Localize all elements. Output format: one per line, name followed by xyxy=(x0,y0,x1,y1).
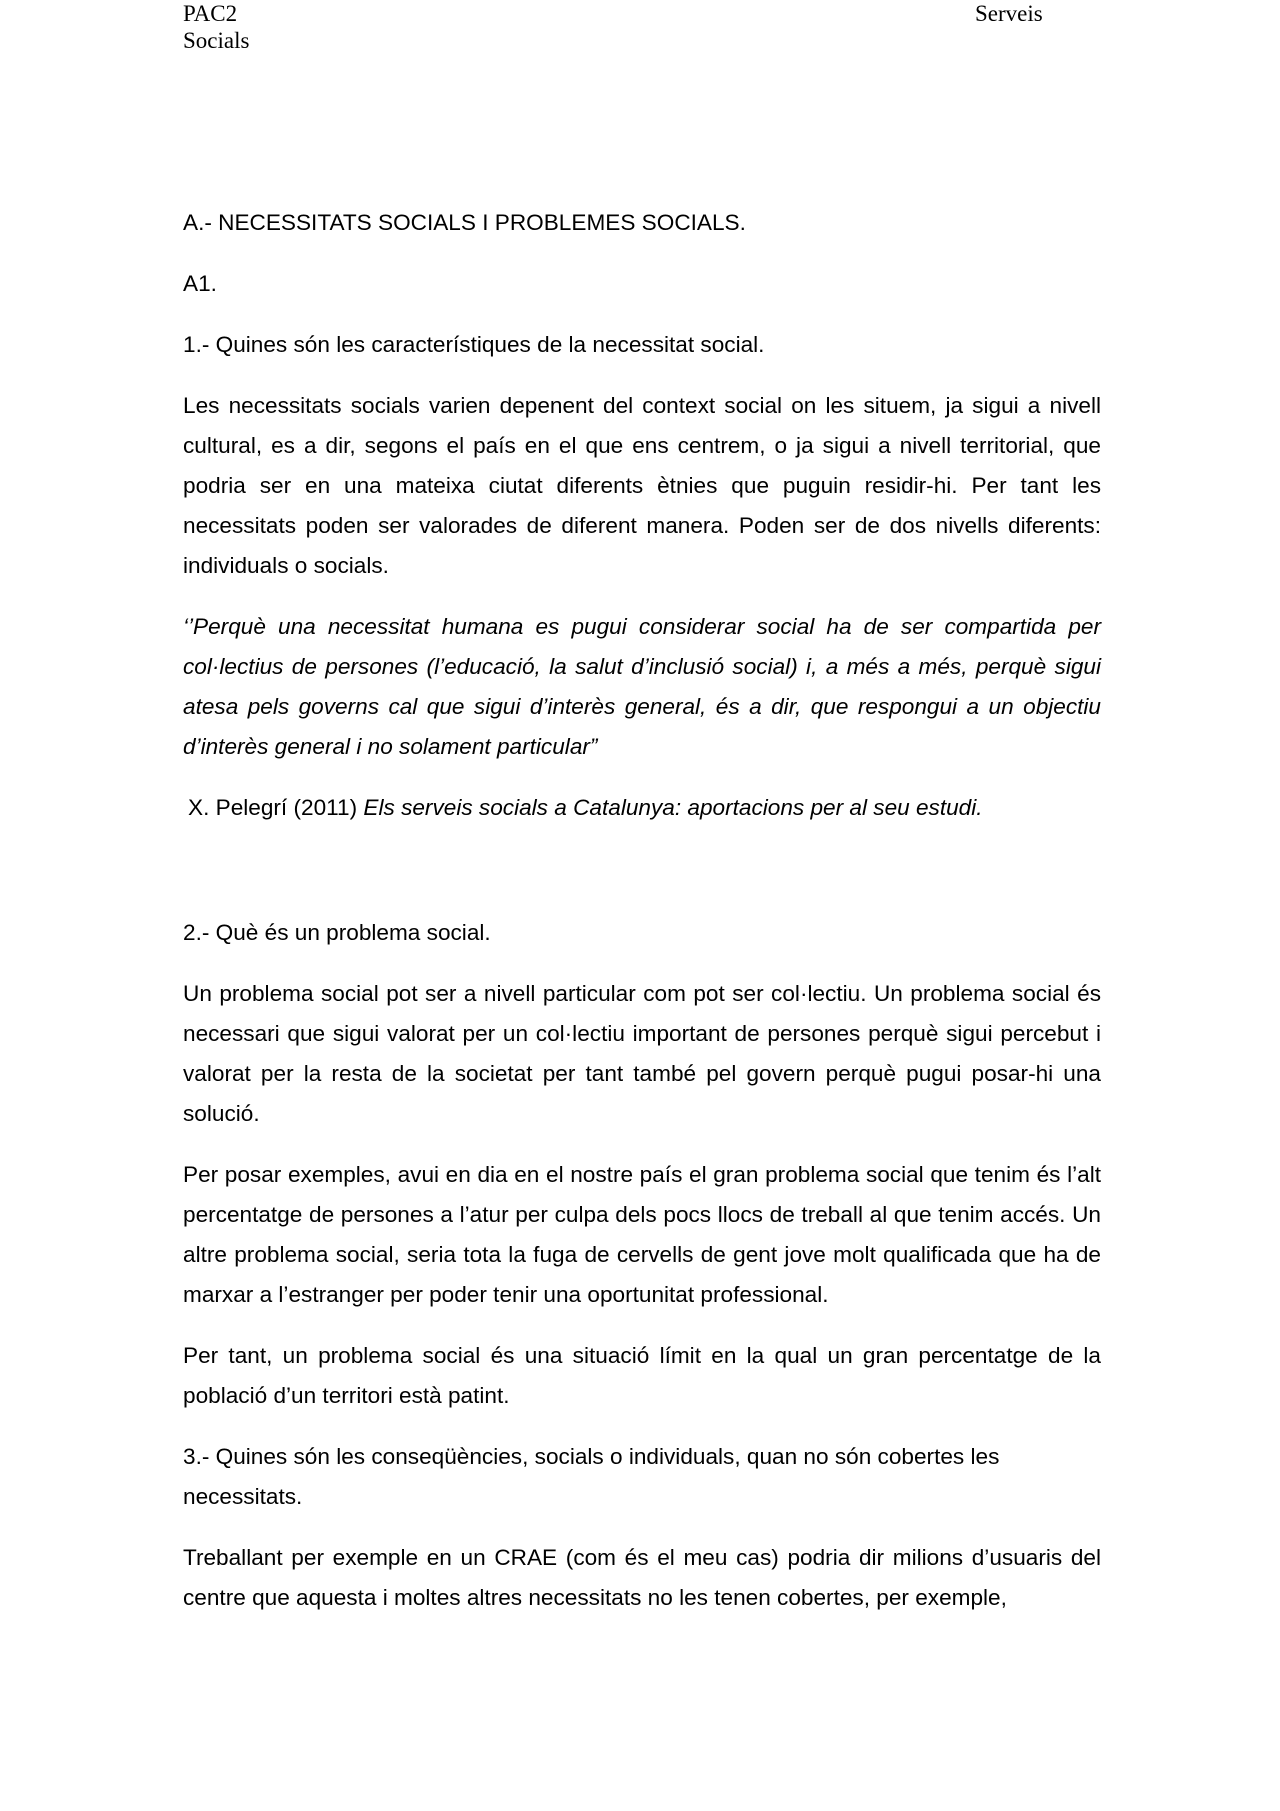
answer-2-paragraph-2: Per posar exemples, avui en dia en el nostre país el gran problema social que tenim és l’alt percentatge de persones a l’atur per culpa dels pocs llocs de treball al que tenim accés. Un altre problema social, seria tota la fuga de cervells de gent jove molt qualificada que ha de marxar a l’estranger per poder tenir una oportunitat professional. xyxy=(183,1162,1101,1307)
citation-author: X. Pelegrí (2011) xyxy=(188,795,364,820)
answer-2-paragraph-3: Per tant, un problema social és una situació límit en la qual un gran percentatge de la població d’un territori està patint. xyxy=(183,1343,1101,1408)
answer-2-paragraph-1: Un problema social pot ser a nivell particular com pot ser col·lectiu. Un problema social és necessari que sigui valorat per un col·lectiu important de persones perquè sigui percebut i valorat per la resta de la societat per tant també pel govern perquè pugui posar-hi una solució. xyxy=(183,981,1101,1126)
question-1: 1.- Quines són les característiques de la necessitat social. xyxy=(183,332,765,357)
citation-title: Els serveis socials a Catalunya: aportacions per al seu estudi. xyxy=(363,795,983,820)
question-2: 2.- Què és un problema social. xyxy=(183,920,491,945)
page-header-left xyxy=(183,0,249,54)
spacer xyxy=(183,849,1101,913)
document-body xyxy=(183,203,1101,1639)
block-quote: ‘’Perquè una necessitat humana es pugui considerar social ha de ser compartida per col·lectius de persones (l’educació, la salut d’inclusió social) i, a més a més, perquè sigui atesa pels governs cal que sigui d’interès general, és a dir, que respongui a un objectiu d’interès general i no solament particular” xyxy=(183,614,1101,759)
answer-3-paragraph: Treballant per exemple en un CRAE (com és el meu cas) podria dir milions d’usuaris del centre que aquesta i moltes altres necessitats no les tenen cobertes, per exemple, xyxy=(183,1545,1101,1610)
header-course-name: Serveis xyxy=(975,1,1043,26)
subsection-label: A1. xyxy=(183,271,217,296)
answer-1-paragraph: Les necessitats socials varien depenent del context social on les situem, ja sigui a nivell cultural, es a dir, segons el país en el que ens centrem, o ja sigui a nivell territorial, que podria ser en una mateixa ciutat diferents ètnies que puguin residir-hi. Per tant les necessitats poden ser valorades de diferent manera. Poden ser de dos nivells diferents: individuals o socials. xyxy=(183,393,1101,578)
section-title: A.- NECESSITATS SOCIALS I PROBLEMES SOCIALS. xyxy=(183,210,746,235)
question-3: 3.- Quines són les conseqüències, socials o individuals, quan no són cobertes les necessitats. xyxy=(183,1444,1000,1509)
citation xyxy=(183,788,1101,828)
header-course-code: PAC2 xyxy=(183,1,238,26)
header-course-subtitle: Socials xyxy=(183,28,250,53)
